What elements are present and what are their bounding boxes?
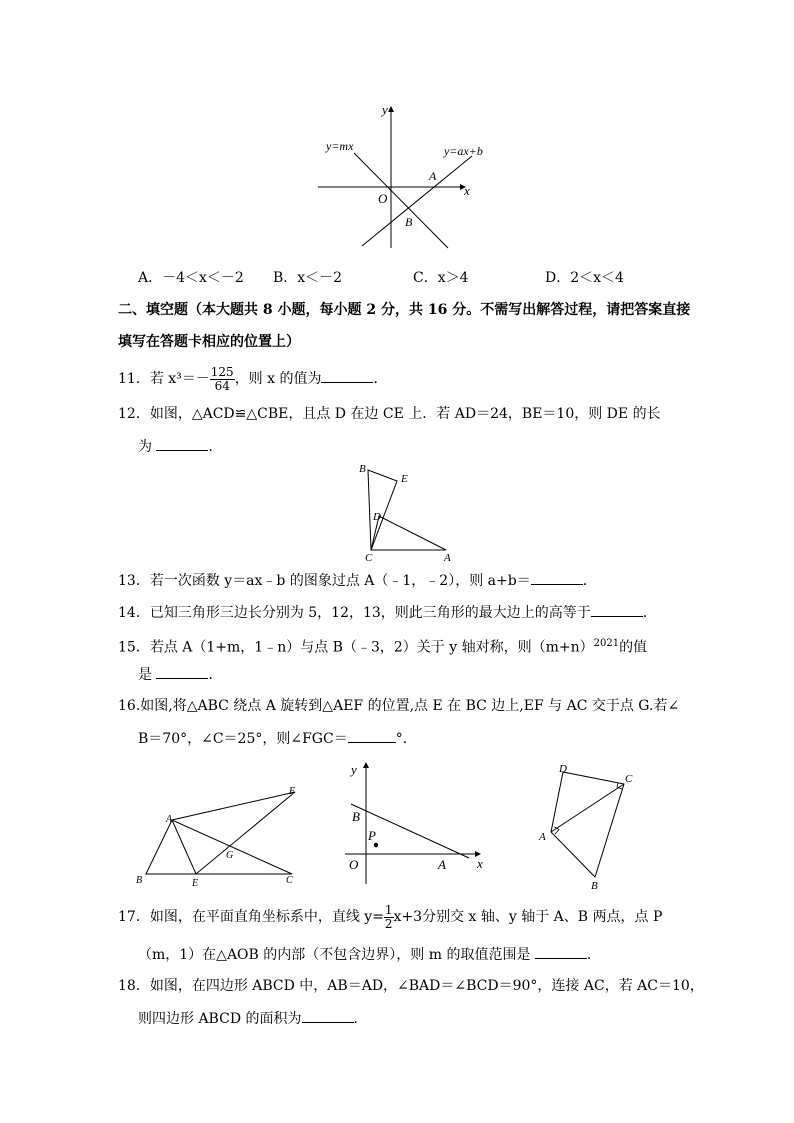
q15-end: ． <box>208 667 223 683</box>
q15-line1 <box>118 634 647 658</box>
q17-line1 <box>118 900 662 934</box>
q15-exponent: 2021 <box>593 638 620 649</box>
q12-line1: 12．如图，△ACD≌△CBE，且点 D 在边 CE 上．若 AD＝24，BE＝10，则 DE 的长 <box>118 406 661 422</box>
q11-den: 64 <box>214 378 230 393</box>
q17-den: 2 <box>384 916 393 931</box>
q17-line2 <box>138 944 601 965</box>
q18-label-D: D <box>559 763 567 775</box>
q16-label-G: G <box>226 850 234 861</box>
q17-point-P <box>374 843 378 847</box>
q13-text: 13．若一次函数 y＝ax﹣b 的图象过点 A（﹣1，﹣2），则 a+b＝ <box>118 573 531 589</box>
q15-line1-end: 的值 <box>619 639 648 656</box>
q16-figure <box>130 782 310 892</box>
section2-heading-line1: 二、填空题（本大题共 8 小题，每小题 2 分，共 16 分。不需写出解答过程，请把答案直接 <box>118 302 691 318</box>
q10-option-a: A．－4＜x＜－2 <box>138 270 244 286</box>
q16-label-E: E <box>192 878 199 889</box>
line-y-mx <box>354 153 448 248</box>
q17-fraction <box>384 904 394 931</box>
q12-answer-blank[interactable] <box>156 436 208 451</box>
q14-answer-blank[interactable] <box>591 602 643 617</box>
q16-label-A: A <box>166 814 173 825</box>
q13-answer-blank[interactable] <box>531 570 583 585</box>
q12-end: ． <box>208 439 223 455</box>
q18-label-C: C <box>625 773 633 785</box>
triangle-ABC <box>146 820 292 874</box>
q18-end: ． <box>353 1011 368 1027</box>
q11-fraction <box>210 366 235 393</box>
q11 <box>118 362 387 396</box>
q11-answer-blank[interactable] <box>321 368 373 383</box>
q11-end: ． <box>373 371 388 387</box>
q17-label-x: x <box>477 856 483 871</box>
right-angle-A <box>555 827 560 834</box>
q18-line1: 18．如图，在四边形 ABCD 中，AB＝AD，∠BAD＝∠BCD＝90°，连接 AC，若 AC＝10， <box>118 978 704 994</box>
y-axis-arrow <box>388 106 394 112</box>
q16-label-C: C <box>286 875 293 886</box>
section2-heading-line2: 填写在答题卡相应的位置上） <box>118 334 300 350</box>
q16-line2 <box>138 728 417 749</box>
q18-line2 <box>138 1008 368 1029</box>
triangle-CBE <box>368 470 397 550</box>
q10-option-c: C．x＞4 <box>413 270 469 286</box>
q14 <box>118 602 657 623</box>
q15-line2 <box>138 664 222 685</box>
q12-label-C: C <box>365 552 373 564</box>
q16-label-F: F <box>289 786 296 797</box>
triangle-AEF <box>172 792 295 874</box>
q12-line2-prefix: 为 <box>138 439 152 455</box>
label-A: A <box>429 169 437 183</box>
label-y: y <box>382 102 388 117</box>
q11-suffix: ，则 x 的值为 <box>234 371 322 387</box>
q17-end: ． <box>586 947 601 963</box>
diagonal-AC <box>551 784 624 832</box>
q18-label-A: A <box>539 831 546 843</box>
q16-line2-prefix: B＝70°，∠C＝25°，则∠FGC＝ <box>138 731 348 747</box>
q10-option-b: B．x＜－2 <box>273 270 343 286</box>
q17-label-O: O <box>349 857 359 872</box>
q17-answer-blank[interactable] <box>535 944 587 959</box>
q18-label-B: B <box>591 880 598 892</box>
q11-prefix: 11．若 x³＝－ <box>118 371 210 387</box>
q16-label-B: B <box>136 875 143 886</box>
label-B: B <box>405 215 413 229</box>
q17-line2-text: （m，1）在△AOB 的内部（不包含边界），则 m 的取值范围是 <box>138 947 531 963</box>
q17-label-B: B <box>352 809 360 824</box>
q16-line1: 16.如图,将△ABC 绕点 A 旋转到△AEF 的位置,点 E 在 BC 边上,EF 与 AC 交于点 G.若∠ <box>118 698 680 714</box>
q12-label-A: A <box>444 552 451 564</box>
q13-end: ． <box>582 573 597 589</box>
q17-y-arrow <box>363 762 369 768</box>
q17-figure <box>335 758 495 888</box>
q17-suffix: x+3分别交 x 轴、y 轴于 A、B 两点，点 P <box>393 909 663 925</box>
q12-figure <box>355 458 460 566</box>
figure-top-graph <box>310 98 500 253</box>
q12-label-B: B <box>359 463 366 475</box>
q12-line2 <box>138 436 222 457</box>
q18-figure <box>535 762 645 892</box>
label-line1: y=mx <box>326 139 354 153</box>
q15-line2-prefix: 是 <box>138 667 152 683</box>
q18-answer-blank[interactable] <box>302 1008 354 1023</box>
q13 <box>118 570 597 591</box>
q17-label-y: y <box>351 762 357 777</box>
q16-answer-blank[interactable] <box>348 728 396 743</box>
q15-answer-blank[interactable] <box>156 664 208 679</box>
q17-label-A: A <box>438 857 446 872</box>
q17-label-P: P <box>368 828 376 843</box>
label-O: O <box>378 191 388 206</box>
q11-num: 125 <box>210 364 234 379</box>
q14-end: ． <box>642 605 657 621</box>
label-line2: y=ax+b <box>444 144 483 158</box>
q16-end: °． <box>395 731 417 747</box>
q17-num: 1 <box>384 902 393 917</box>
q12-label-E: E <box>401 473 408 485</box>
label-x: x <box>464 183 470 198</box>
q14-text: 14．已知三角形三边长分别为 5，12，13，则此三角形的最大边上的高等于 <box>118 605 591 621</box>
q12-label-D: D <box>373 511 381 523</box>
q18-line2-text: 则四边形 ABCD 的面积为 <box>138 1011 302 1027</box>
q10-option-d: D．2＜x＜4 <box>545 270 624 286</box>
q17-prefix: 17．如图，在平面直角坐标系中，直线 y= <box>118 909 384 925</box>
q15-line1-text: 15．若点 A（1+m，1﹣n）与点 B（﹣3，2）关于 y 轴对称，则（m+n） <box>118 639 594 656</box>
